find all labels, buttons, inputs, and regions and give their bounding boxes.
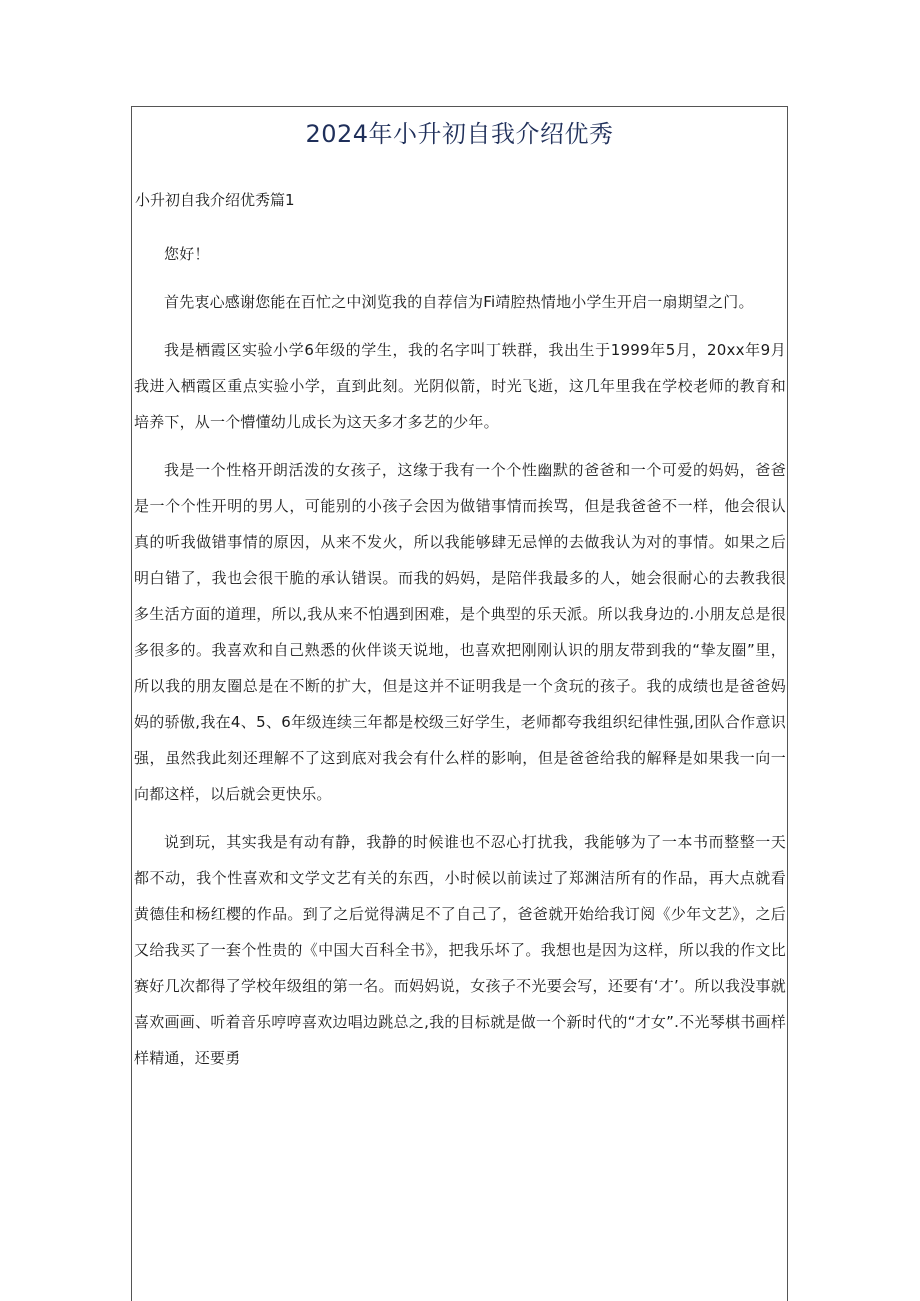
paragraph-introduction: 我是栖霞区实验小学6年级的学生，我的名字叫丁轶群，我出生于1999年5月，20xx年9月我进入栖霞区重点实验小学，直到此刻。光阴似箭，时光飞逝，这几年里我在学校老师的教育和培养下，从一个懵懂幼儿成长为这天多才多艺的少年。 [134, 341, 786, 431]
document-body [134, 236, 786, 1088]
paragraph-greeting: 您好！ [164, 245, 210, 263]
document-title: 2024年小升初自我介绍优秀 [305, 120, 614, 148]
paragraph-hobbies: 说到玩，其实我是有动有静，我静的时候谁也不忍心打扰我，我能够为了一本书而整整一天都不动，我个性喜欢和文学文艺有关的东西，小时候以前读过了郑渊洁所有的作品，再大点就看黄德佳和杨红樱的作品。到了之后觉得满足不了自己了，爸爸就开始给我订阅《少年文艺》，之后又给我买了一套个性贵的《中国大百科全书》，把我乐坏了。我想也是因为这样，所以我的作文比赛好几次都得了学校年级组的第一名。而妈妈说，女孩子不光要会写，还要有‘才’。所以我没事就喜欢画画、听着音乐哼哼喜欢边唱边跳总之,我的目标就是做一个新时代的“才女”.不光琴棋书画样样精通，还要勇 [134, 833, 786, 1067]
paragraph-thanks: 首先衷心感谢您能在百忙之中浏览我的自荐信为Fi靖腔热情地小学生开启一扇期望之门。 [164, 293, 754, 311]
section-heading: 小升初自我介绍优秀篇1 [135, 191, 295, 209]
document-page [131, 106, 788, 1301]
paragraph-personality: 我是一个性格开朗活泼的女孩子，这缘于我有一个个性幽默的爸爸和一个可爱的妈妈，爸爸是一个个性开明的男人，可能别的小孩子会因为做错事情而挨骂，但是我爸爸不一样，他会很认真的听我做错事情的原因，从来不发火，所以我能够肆无忌惮的去做我认为对的事情。如果之后明白错了，我也会很干脆的承认错误。而我的妈妈，是陪伴我最多的人，她会很耐心的去教我很多生活方面的道理，所以,我从来不怕遇到困难，是个典型的乐天派。所以我身边的.小朋友总是很多很多的。我喜欢和自己熟悉的伙伴谈天说地，也喜欢把刚刚认识的朋友带到我的“挚友圈”里，所以我的朋友圈总是在不断的扩大，但是这并不证明我是一个贪玩的孩子。我的成绩也是爸爸妈妈的骄傲,我在4、5、6年级连续三年都是校级三好学生，老师都夸我组织纪律性强,团队合作意识强，虽然我此刻还理解不了这到底对我会有什么样的影响，但是爸爸给我的解释是如果我一向一向都这样，以后就会更快乐。 [134, 461, 786, 803]
